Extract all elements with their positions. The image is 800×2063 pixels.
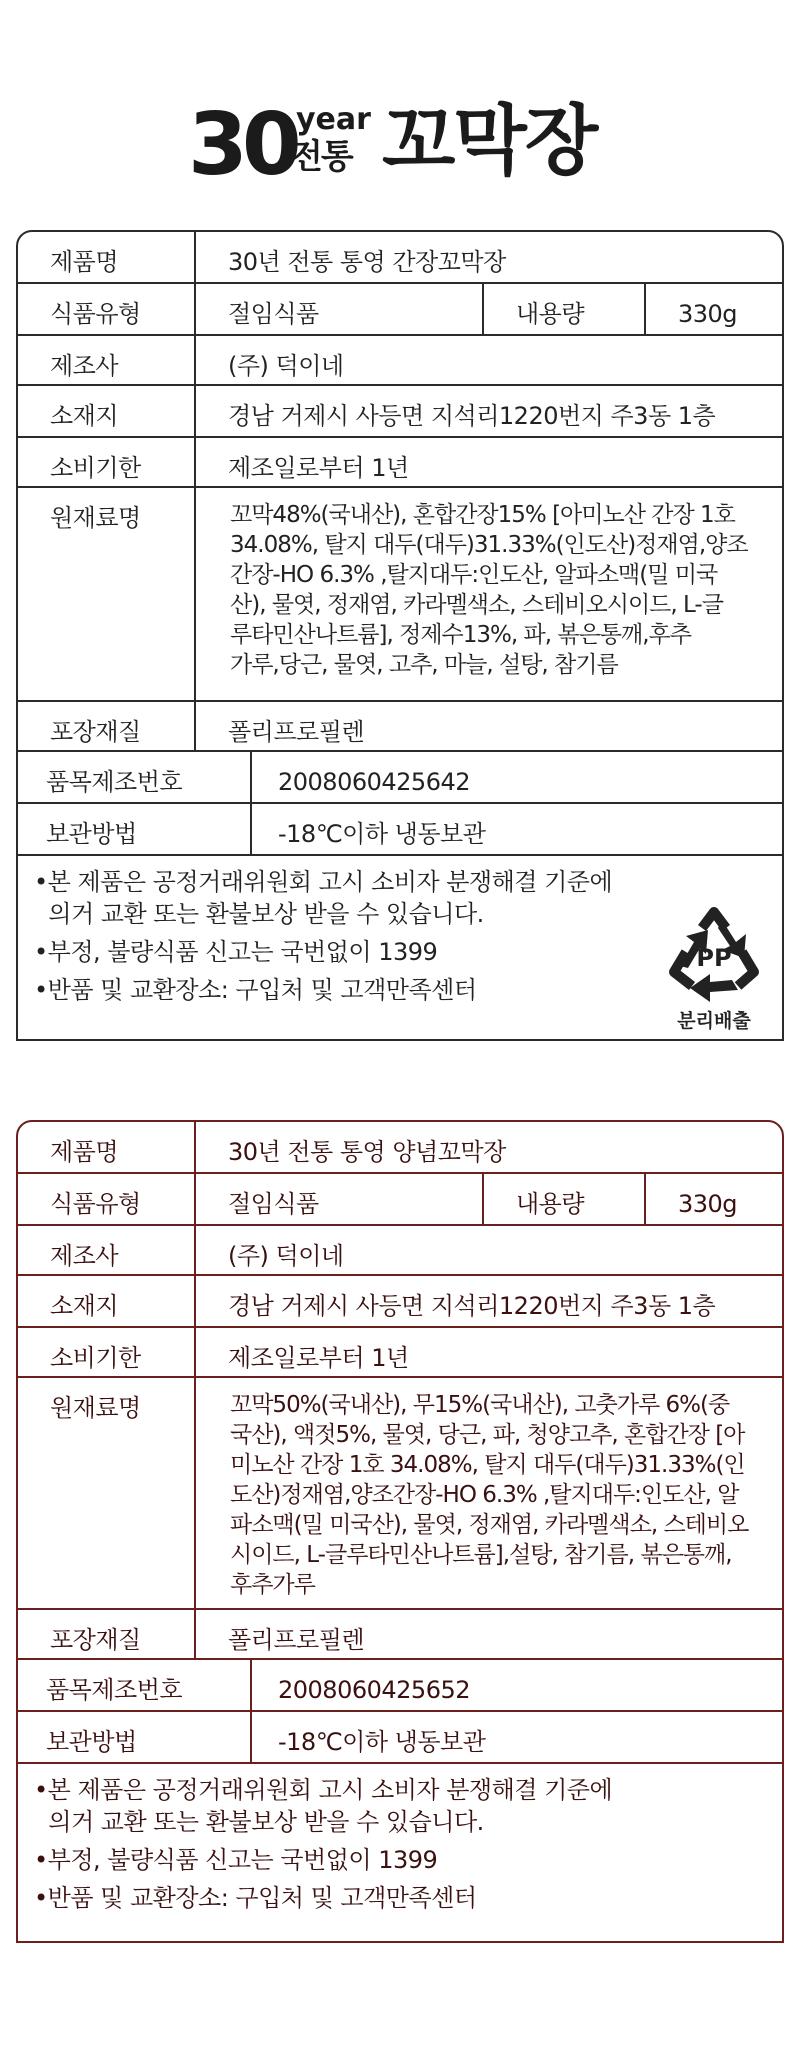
- row-packaging: [18, 702, 782, 752]
- ingredients-line: 꼬막50%(국내산), 무15%(국내산), 고춧가루 6%(중: [230, 1392, 730, 1418]
- value-maker: (주) 덕이네: [194, 336, 782, 384]
- value-report-no: 2008060425642: [250, 752, 782, 802]
- recycle-label: 분리배출: [677, 1010, 751, 1032]
- ingredients-line: 도산)정재염,양조간장-HO 6.3% ,탈지대두:인도산, 알: [230, 1482, 739, 1508]
- product-label-soy: [16, 230, 784, 1041]
- value-address: 경남 거제시 사등면 지석리1220번지 주3동 1층: [194, 386, 782, 436]
- recycle-mark-text: PP: [696, 944, 732, 972]
- notice-block: [18, 1774, 782, 1934]
- key-maker: 제조사: [50, 352, 119, 380]
- recycle-icon: [664, 906, 764, 1006]
- brand-title: 꼬막장: [382, 96, 597, 185]
- value-ingredients: [194, 1378, 782, 1608]
- ingredients-line: 34.08%, 탈지 대두(대두)31.33%(인도산)정재염,양조: [230, 532, 748, 558]
- ingredients-line: 꼬막48%(국내산), 혼합간장15% [아미노산 간장 1호: [230, 502, 735, 528]
- row-expiry: [18, 438, 782, 488]
- value-volume: 330g: [644, 1174, 782, 1224]
- value-expiry: 제조일로부터 1년: [194, 438, 782, 486]
- row-ingredients: [18, 488, 782, 702]
- notice-line: •본 제품은 공정거래위원회 고시 소비자 분쟁해결 기준에: [34, 868, 613, 896]
- value-product-name: 30년 전통 통영 양념꼬막장: [194, 1122, 782, 1172]
- header-tradition: 전통: [290, 137, 352, 177]
- key-storage: 보관방법: [46, 820, 137, 848]
- ingredients-line: 미노산 간장 1호 34.08%, 탈지 대두(대두)31.33%(인: [230, 1452, 745, 1478]
- key-volume: 내용량: [482, 284, 644, 334]
- ingredients-line: 시이드, L-글루타민산나트륨],설탕, 참기름, 볶은통깨,: [230, 1542, 732, 1568]
- ingredients-line: 파소맥(밀 미국산), 물엿, 정재염, 카라멜색소, 스테비오: [230, 1512, 749, 1538]
- header-number: 30: [188, 95, 296, 195]
- notice-line: •부정, 불량식품 신고는 국번없이 1399: [34, 938, 438, 966]
- key-expiry: 소비기한: [50, 454, 141, 482]
- key-address: 소재지: [50, 402, 119, 430]
- ingredients-line: 가루,당근, 물엿, 고추, 마늘, 설탕, 참기름: [230, 652, 618, 678]
- key-volume: 내용량: [482, 1174, 644, 1224]
- key-packaging: 포장재질: [50, 718, 141, 746]
- value-expiry: 제조일로부터 1년: [194, 1328, 782, 1376]
- row-storage: [18, 804, 782, 856]
- row-product-name: [18, 232, 782, 284]
- row-food-type: [18, 1174, 782, 1226]
- row-maker: [18, 1226, 782, 1276]
- key-maker: 제조사: [50, 1242, 119, 1270]
- key-food-type: 식품유형: [50, 300, 141, 328]
- key-product-name: 제품명: [50, 248, 119, 276]
- value-report-no: 2008060425652: [250, 1660, 782, 1710]
- key-packaging: 포장재질: [50, 1626, 141, 1654]
- row-maker: [18, 336, 782, 386]
- row-ingredients: [18, 1378, 782, 1610]
- value-packaging: 폴리프로필렌: [194, 702, 782, 750]
- ingredients-line: 간장-HO 6.3% ,탈지대두:인도산, 알파소맥(밀 미국: [230, 562, 718, 588]
- row-packaging: [18, 1610, 782, 1660]
- notice-line: 의거 교환 또는 환불보상 받을 수 있습니다.: [34, 900, 484, 928]
- value-volume: 330g: [644, 284, 782, 334]
- key-expiry: 소비기한: [50, 1344, 141, 1372]
- value-ingredients: [194, 488, 782, 700]
- notice-line: •반품 및 교환장소: 구입처 및 고객만족센터: [34, 1884, 477, 1912]
- ingredients-line: 국산), 액젓5%, 물엿, 당근, 파, 청양고추, 혼합간장 [아: [230, 1422, 745, 1448]
- key-report-no: 품목제조번호: [46, 1676, 183, 1704]
- page-header: [0, 0, 800, 215]
- ingredients-line: 루타민산나트륨], 정제수13%, 파, 볶은통깨,후추: [230, 622, 691, 648]
- row-product-name: [18, 1122, 782, 1174]
- header-year: year: [296, 102, 371, 137]
- value-food-type: 절임식품: [194, 1174, 482, 1224]
- ingredients-line: 산), 물엿, 정재염, 카라멜색소, 스테비오시이드, L-글: [230, 592, 723, 618]
- value-packaging: 폴리프로필렌: [194, 1610, 782, 1658]
- key-report-no: 품목제조번호: [46, 768, 183, 796]
- row-storage: [18, 1712, 782, 1764]
- value-address: 경남 거제시 사등면 지석리1220번지 주3동 1층: [194, 1276, 782, 1326]
- key-address: 소재지: [50, 1292, 119, 1320]
- row-food-type: [18, 284, 782, 336]
- key-food-type: 식품유형: [50, 1190, 141, 1218]
- notice-line: •본 제품은 공정거래위원회 고시 소비자 분쟁해결 기준에: [34, 1776, 613, 1804]
- row-expiry: [18, 1328, 782, 1378]
- key-ingredients: 원재료명: [50, 504, 141, 532]
- row-report-no: [18, 1660, 782, 1712]
- product-label-seasoned: [16, 1120, 784, 1943]
- key-product-name: 제품명: [50, 1138, 119, 1166]
- notice-line: •반품 및 교환장소: 구입처 및 고객만족센터: [34, 976, 477, 1004]
- notice-line: 의거 교환 또는 환불보상 받을 수 있습니다.: [34, 1808, 484, 1836]
- ingredients-line: 후추가루: [230, 1572, 315, 1598]
- value-storage: -18℃이하 냉동보관: [250, 1712, 782, 1762]
- key-storage: 보관방법: [46, 1728, 137, 1756]
- value-food-type: 절임식품: [194, 284, 482, 334]
- row-address: [18, 386, 782, 438]
- key-ingredients: 원재료명: [50, 1394, 141, 1422]
- notice-line: •부정, 불량식품 신고는 국번없이 1399: [34, 1846, 438, 1874]
- row-report-no: [18, 752, 782, 804]
- notice-block: [18, 866, 782, 1036]
- value-maker: (주) 덕이네: [194, 1226, 782, 1274]
- value-product-name: 30년 전통 통영 간장꼬막장: [194, 232, 782, 282]
- row-address: [18, 1276, 782, 1328]
- value-storage: -18℃이하 냉동보관: [250, 804, 782, 854]
- pp-recycle-mark: [664, 906, 764, 1032]
